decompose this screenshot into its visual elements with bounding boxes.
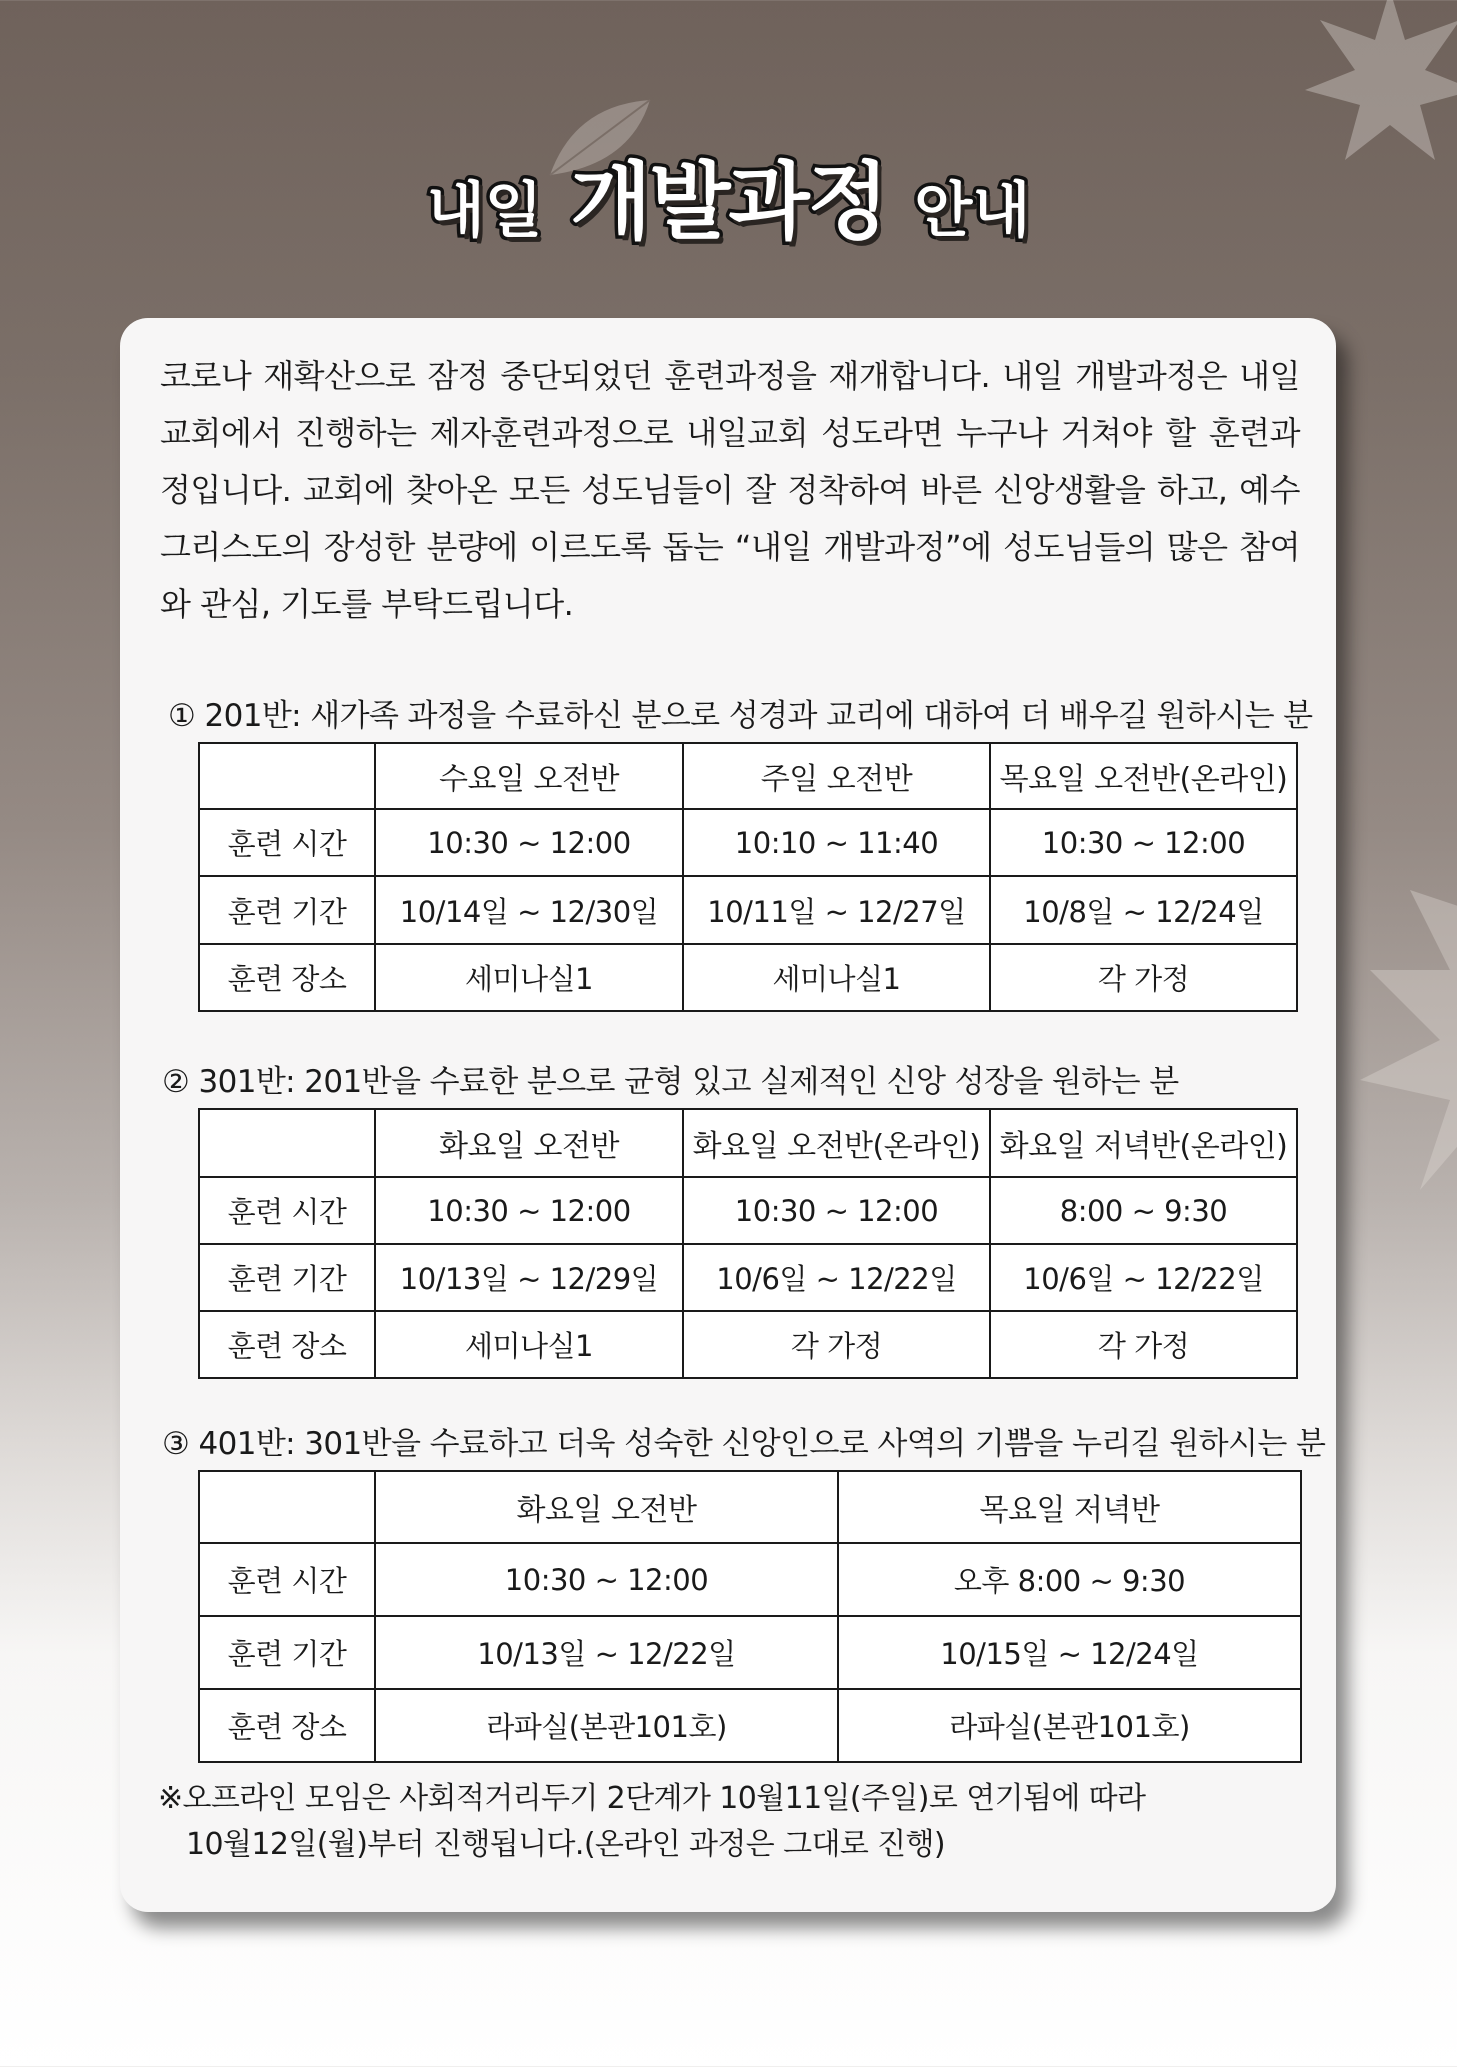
table-row (199, 1311, 1297, 1378)
row-label: 훈련 기간 (199, 1616, 375, 1689)
table-corner-cell (199, 1109, 375, 1177)
table-cell: 10/6일 ~ 12/22일 (990, 1244, 1297, 1311)
title-part-3: 안내 (914, 176, 1031, 246)
table-cell: 10/13일 ~ 12/29일 (375, 1244, 683, 1311)
table-header-row (199, 743, 1297, 809)
table-corner-cell (199, 743, 375, 809)
table-cell: 10:30 ~ 12:00 (375, 1177, 683, 1244)
schedule-table-401 (198, 1470, 1302, 1763)
column-header: 수요일 오전반 (375, 743, 683, 809)
table-cell: 각 가정 (990, 944, 1297, 1011)
column-header: 화요일 저녁반(온라인) (990, 1109, 1297, 1177)
column-header: 목요일 오전반(온라인) (990, 743, 1297, 809)
column-header: 화요일 오전반 (375, 1109, 683, 1177)
table-cell: 오후 8:00 ~ 9:30 (838, 1543, 1301, 1616)
table-row (199, 1244, 1297, 1311)
title-part-1: 내일 (426, 176, 543, 246)
table-cell: 10/8일 ~ 12/24일 (990, 876, 1297, 944)
table-cell: 10/13일 ~ 12/22일 (375, 1616, 838, 1689)
title-part-2: 개발과정 (570, 153, 887, 251)
maple-leaf-top-right (1300, 0, 1457, 180)
table-cell: 라파실(본관101호) (838, 1689, 1301, 1762)
table-cell: 10:30 ~ 12:00 (375, 1543, 838, 1616)
table-cell: 10:10 ~ 11:40 (683, 809, 990, 876)
table-cell: 10/11일 ~ 12/27일 (683, 876, 990, 944)
section-401-heading: ③ 401반: 301반을 수료하고 더욱 성숙한 신앙인으로 사역의 기쁨을 누리길 원하시는 분 (162, 1426, 1326, 1462)
intro-paragraph: 코로나 재확산으로 잠정 중단되었던 훈련과정을 재개합니다. 내일 개발과정은 내일교회에서 진행하는 제자훈련과정으로 내일교회 성도라면 누구나 거쳐야 할 훈련과정입니다. 교회에 찾아온 모든 성도님들이 잘 정착하여 바른 신앙생활을 하고, 예수그리스도의 장성한 분량에 이르도록 돕는 “내일 개발과정”에 성도님들의 많은 참여와 관심, 기도를 부탁드립니다. (160, 357, 1300, 623)
row-label: 훈련 장소 (199, 1311, 375, 1378)
schedule-table-301 (198, 1108, 1298, 1379)
column-header: 주일 오전반 (683, 743, 990, 809)
table-row (199, 1543, 1301, 1616)
schedule-table-201 (198, 742, 1298, 1012)
row-label: 훈련 시간 (199, 809, 375, 876)
table-cell: 각 가정 (990, 1311, 1297, 1378)
table-row (199, 1177, 1297, 1244)
row-label: 훈련 시간 (199, 1543, 375, 1616)
row-label: 훈련 시간 (199, 1177, 375, 1244)
maple-leaf-right (1340, 820, 1457, 1200)
row-label: 훈련 장소 (199, 944, 375, 1011)
table-row (199, 944, 1297, 1011)
table-row (199, 1689, 1301, 1762)
page-title (0, 153, 1457, 251)
content-card (120, 318, 1336, 1912)
notice-footnote (158, 1776, 1145, 1868)
row-label: 훈련 기간 (199, 1244, 375, 1311)
section-301-heading: ② 301반: 201반을 수료한 분으로 균형 있고 실제적인 신앙 성장을 원하는 분 (162, 1064, 1179, 1100)
table-header-row (199, 1109, 1297, 1177)
table-header-row (199, 1471, 1301, 1543)
column-header: 화요일 오전반(온라인) (683, 1109, 990, 1177)
column-header: 화요일 오전반 (375, 1471, 838, 1543)
row-label: 훈련 기간 (199, 876, 375, 944)
table-row (199, 809, 1297, 876)
table-cell: 10/15일 ~ 12/24일 (838, 1616, 1301, 1689)
table-cell: 라파실(본관101호) (375, 1689, 838, 1762)
table-cell: 세미나실1 (683, 944, 990, 1011)
table-cell: 10/14일 ~ 12/30일 (375, 876, 683, 944)
section-201-heading: ① 201반: 새가족 과정을 수료하신 분으로 성경과 교리에 대하여 더 배우길 원하시는 분 (168, 698, 1313, 734)
notice-line-2: 10월12일(월)부터 진행됩니다.(온라인 과정은 그대로 진행) (186, 1827, 946, 1862)
table-corner-cell (199, 1471, 375, 1543)
table-cell: 세미나실1 (375, 1311, 683, 1378)
table-cell: 10:30 ~ 12:00 (683, 1177, 990, 1244)
table-cell: 8:00 ~ 9:30 (990, 1177, 1297, 1244)
table-cell: 세미나실1 (375, 944, 683, 1011)
notice-line-1: ※오프라인 모임은 사회적거리두기 2단계가 10월11일(주일)로 연기됨에 따라 (158, 1781, 1146, 1816)
table-row (199, 1616, 1301, 1689)
table-cell: 10:30 ~ 12:00 (375, 809, 683, 876)
row-label: 훈련 장소 (199, 1689, 375, 1762)
column-header: 목요일 저녁반 (838, 1471, 1301, 1543)
table-row (199, 876, 1297, 944)
table-cell: 10:30 ~ 12:00 (990, 809, 1297, 876)
table-cell: 각 가정 (683, 1311, 990, 1378)
table-cell: 10/6일 ~ 12/22일 (683, 1244, 990, 1311)
